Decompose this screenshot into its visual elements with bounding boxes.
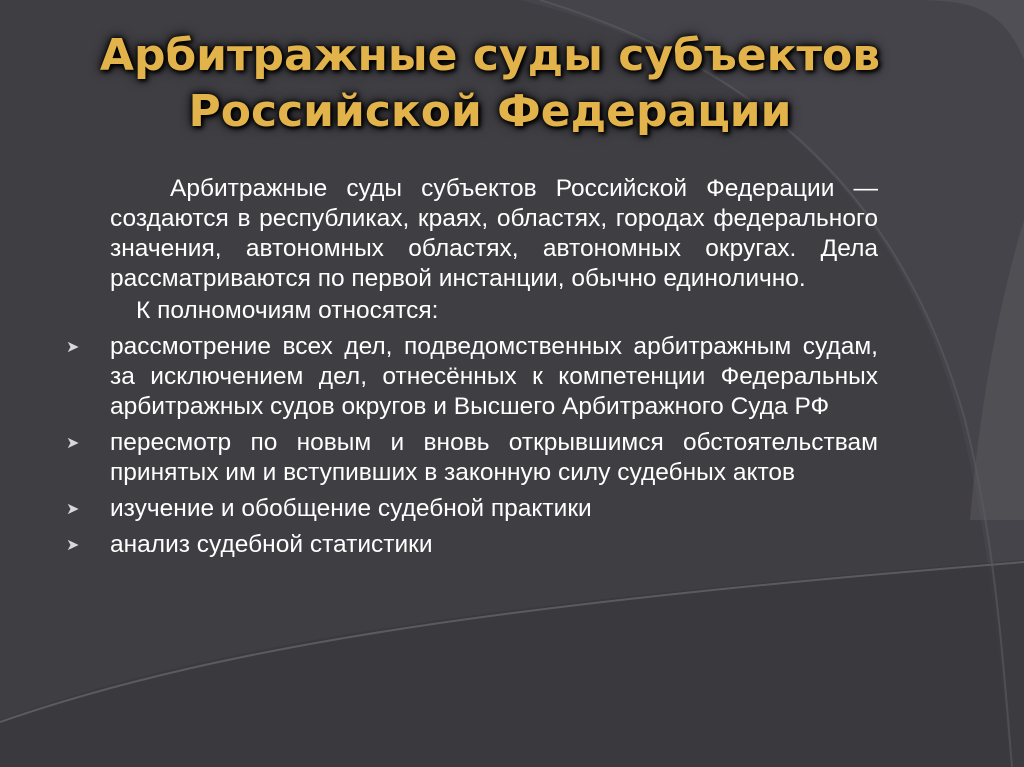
list-item <box>66 530 878 560</box>
arrow-bullet-icon: ➤ <box>66 499 80 518</box>
arrow-bullet-icon: ➤ <box>66 337 80 356</box>
title-line-1: Арбитражные суды субъектов <box>99 30 881 81</box>
list-item-text: изучение и обобщение судебной практики <box>110 495 592 522</box>
list-item-text: пересмотр по новым и вновь открывшимся обстоятельствам принятых им и вступивших в законную силу судебных актов <box>110 429 878 486</box>
title-line-2: Российской Федерации <box>188 86 792 137</box>
list-item-text: рассмотрение всех дел, подведомственных арбитражным судам, за исключением дел, отнесённых к компетенции Федеральных арбитражных судов округов и Высшего Арбитражного Суда РФ <box>110 333 878 420</box>
description-paragraph: Арбитражные суды субъектов Российской Федерации — создаются в республиках, краях, областях, городах федерального значения, автономных областях, автономных округах. Дела рассматриваются по первой инстанции, обычно единолично. <box>110 175 878 292</box>
powers-list <box>66 332 878 560</box>
list-item <box>66 332 878 422</box>
slide-body <box>66 174 878 566</box>
list-item <box>66 494 878 524</box>
slide-title <box>60 28 920 140</box>
powers-intro: К полномочиям относятся: <box>136 297 439 324</box>
list-item <box>66 428 878 488</box>
arrow-bullet-icon: ➤ <box>66 535 80 554</box>
arrow-bullet-icon: ➤ <box>66 433 80 452</box>
list-item-text: анализ судебной статистики <box>110 531 433 558</box>
